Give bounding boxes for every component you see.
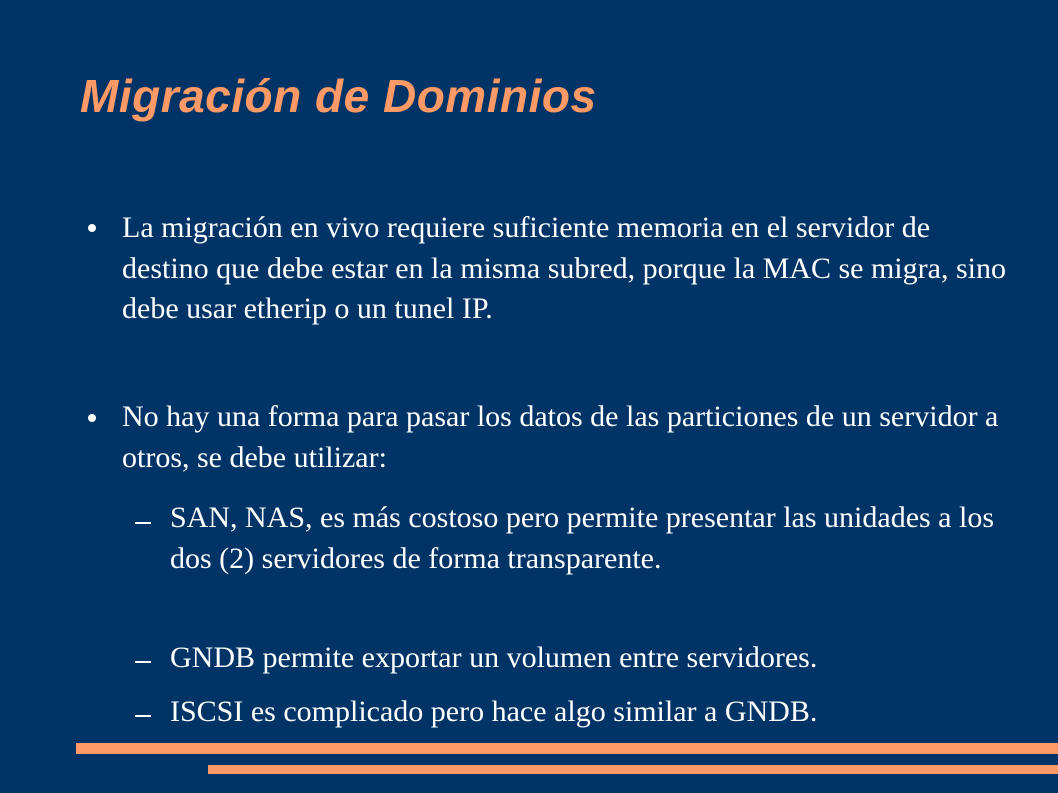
dash-bullet-icon <box>135 715 151 717</box>
slide-title: Migración de Dominios <box>80 70 597 122</box>
dash-bullet-icon <box>135 522 151 524</box>
sub-bullet-item <box>170 638 1015 679</box>
sub-bullet-item <box>170 498 1015 579</box>
sub-bullet-text: SAN, NAS, es más costoso pero permite presentar las unidades a los dos (2) servidores de forma transparente. <box>170 501 995 575</box>
accent-bar-bottom <box>208 765 1058 774</box>
bullet-dot-icon <box>88 414 96 422</box>
bullet-text: La migración en vivo requiere suficiente memoria en el servidor de destino que debe estar en la misma subred, porque la MAC se migra, sino debe usar etherip o un tunel IP. <box>122 211 1006 325</box>
bullet-item <box>122 397 1012 478</box>
bullet-text: No hay una forma para pasar los datos de las particiones de un servidor a otros, se debe utilizar: <box>122 400 999 474</box>
bullet-dot-icon <box>88 224 96 232</box>
dash-bullet-icon <box>135 661 151 663</box>
bullet-item <box>122 208 1012 330</box>
sub-bullet-item <box>170 692 1015 733</box>
accent-bar-top <box>76 743 1058 754</box>
sub-bullet-text: ISCSI es complicado pero hace algo similar a GNDB. <box>170 695 818 728</box>
sub-bullet-text: GNDB permite exportar un volumen entre servidores. <box>170 641 818 674</box>
